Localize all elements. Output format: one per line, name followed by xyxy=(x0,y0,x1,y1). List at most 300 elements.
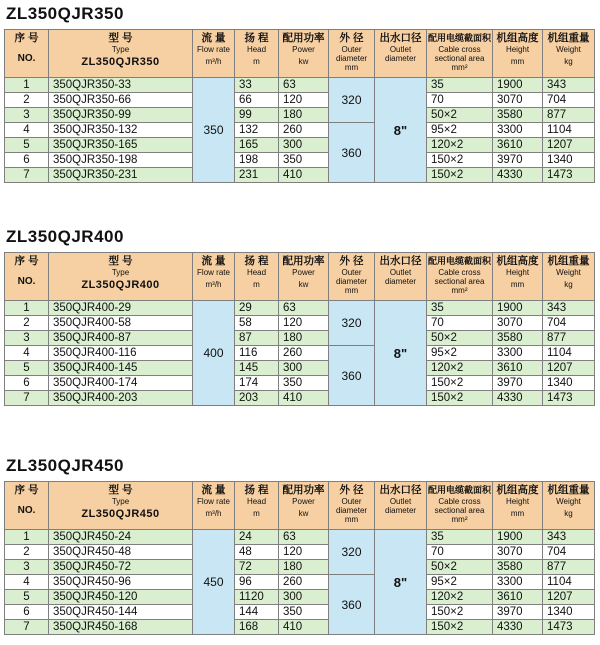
cell-height: 3300 xyxy=(493,575,543,590)
header-label: 机组高度 xyxy=(496,484,539,496)
header-label: Outer xyxy=(341,268,362,277)
cell-head: 203 xyxy=(235,391,279,406)
header-label: 配用功率 xyxy=(282,484,325,496)
cell-head: 58 xyxy=(235,316,279,331)
col-header-weight xyxy=(543,482,595,530)
cell-model: 350QJR400-87 xyxy=(49,331,193,346)
header-unit: m³/h xyxy=(205,57,222,66)
col-header-cable xyxy=(427,253,493,301)
cell-weight: 1473 xyxy=(543,391,595,406)
header-label: 机组重量 xyxy=(547,255,590,267)
header-label: diameter xyxy=(384,54,417,63)
header-label: Weight xyxy=(556,497,581,506)
cell-no: 3 xyxy=(5,108,49,123)
cell-power: 260 xyxy=(279,123,329,138)
cell-cable: 95×2 xyxy=(427,123,493,138)
header-label: 配用电缆截面积 xyxy=(427,485,491,495)
header-label: Height xyxy=(505,497,530,506)
cell-no: 3 xyxy=(5,560,49,575)
header-label: Height xyxy=(505,45,530,54)
cell-no: 7 xyxy=(5,168,49,183)
header-unit: mm xyxy=(510,509,525,518)
cell-no: 5 xyxy=(5,138,49,153)
col-header-no xyxy=(5,253,49,301)
header-label: Flow rate xyxy=(197,268,230,277)
cell-model: 350QJR350-231 xyxy=(49,168,193,183)
cell-cable: 70 xyxy=(427,316,493,331)
cell-weight: 704 xyxy=(543,93,595,108)
header-label: Outer xyxy=(341,497,362,506)
header-label: Cable cross xyxy=(438,497,481,506)
cell-power: 120 xyxy=(279,545,329,560)
header-label: 出水口径 xyxy=(379,255,422,267)
header-label: Type xyxy=(111,497,130,506)
cell-model: 350QJR450-120 xyxy=(49,590,193,605)
header-unit: mm xyxy=(344,515,359,524)
header-unit: kg xyxy=(564,57,573,66)
table-row xyxy=(5,361,595,376)
cell-cable: 50×2 xyxy=(427,331,493,346)
col-header-cable xyxy=(427,30,493,78)
cell-flow: 450 xyxy=(193,530,235,635)
table-row xyxy=(5,605,595,620)
cell-model: 350QJR400-116 xyxy=(49,346,193,361)
cell-power: 410 xyxy=(279,391,329,406)
spec-section-qjr400 xyxy=(4,225,594,406)
table-header-row xyxy=(5,253,595,301)
cell-weight: 877 xyxy=(543,331,595,346)
col-header-power xyxy=(279,253,329,301)
cell-outlet: 8" xyxy=(375,530,427,635)
header-label: Outlet xyxy=(389,497,412,506)
cell-head: 29 xyxy=(235,301,279,316)
header-unit: kw xyxy=(298,509,309,518)
cell-no: 2 xyxy=(5,316,49,331)
cell-cable: 150×2 xyxy=(427,153,493,168)
header-label: 扬 程 xyxy=(244,32,269,44)
col-header-height xyxy=(493,253,543,301)
table-row xyxy=(5,108,595,123)
cell-weight: 1207 xyxy=(543,138,595,153)
cell-power: 63 xyxy=(279,530,329,545)
col-header-outer-diameter xyxy=(329,253,375,301)
cell-power: 260 xyxy=(279,575,329,590)
cell-height: 3300 xyxy=(493,123,543,138)
header-label: 配用电缆截面积 xyxy=(427,256,491,266)
header-unit: kw xyxy=(298,280,309,289)
cell-weight: 1340 xyxy=(543,376,595,391)
cell-power: 120 xyxy=(279,93,329,108)
cell-head: 48 xyxy=(235,545,279,560)
cell-height: 3610 xyxy=(493,138,543,153)
cell-height: 3970 xyxy=(493,153,543,168)
cell-power: 180 xyxy=(279,331,329,346)
cell-weight: 1207 xyxy=(543,590,595,605)
table-row xyxy=(5,331,595,346)
col-header-flow xyxy=(193,253,235,301)
header-label: diameter xyxy=(335,54,368,63)
cell-weight: 1207 xyxy=(543,361,595,376)
header-label: Flow rate xyxy=(197,497,230,506)
cell-cable: 150×2 xyxy=(427,620,493,635)
cell-power: 63 xyxy=(279,301,329,316)
cell-power: 180 xyxy=(279,108,329,123)
cell-no: 2 xyxy=(5,93,49,108)
cell-power: 350 xyxy=(279,153,329,168)
cell-power: 260 xyxy=(279,346,329,361)
cell-power: 350 xyxy=(279,605,329,620)
cell-model: 350QJR350-165 xyxy=(49,138,193,153)
header-unit: mm xyxy=(510,57,525,66)
cell-power: 120 xyxy=(279,316,329,331)
header-label: diameter xyxy=(335,506,368,515)
cell-no: 4 xyxy=(5,123,49,138)
table-row xyxy=(5,78,595,93)
table-row xyxy=(5,391,595,406)
cell-cable: 150×2 xyxy=(427,168,493,183)
cell-power: 300 xyxy=(279,138,329,153)
header-label: 流 量 xyxy=(201,484,226,496)
cell-height: 3300 xyxy=(493,346,543,361)
header-label: 机组高度 xyxy=(496,255,539,267)
cell-weight: 343 xyxy=(543,301,595,316)
cell-model: 350QJR450-168 xyxy=(49,620,193,635)
col-header-type xyxy=(49,253,193,301)
table-row xyxy=(5,316,595,331)
cell-cable: 50×2 xyxy=(427,108,493,123)
header-unit: mm² xyxy=(451,63,468,72)
cell-power: 350 xyxy=(279,376,329,391)
col-header-power xyxy=(279,30,329,78)
header-unit: mm xyxy=(344,63,359,72)
cell-head: 116 xyxy=(235,346,279,361)
cell-no: 1 xyxy=(5,301,49,316)
header-label: 机组重量 xyxy=(547,484,590,496)
header-label: Power xyxy=(292,268,315,277)
cell-weight: 704 xyxy=(543,316,595,331)
header-label: NO. xyxy=(17,276,36,287)
header-unit: m³/h xyxy=(205,280,222,289)
cell-cable: 120×2 xyxy=(427,138,493,153)
cell-weight: 877 xyxy=(543,560,595,575)
header-label: Power xyxy=(292,45,315,54)
header-label: Flow rate xyxy=(197,45,230,54)
col-header-head xyxy=(235,30,279,78)
cell-height: 3070 xyxy=(493,93,543,108)
cell-height: 4330 xyxy=(493,620,543,635)
header-unit: mm² xyxy=(451,286,468,295)
cell-no: 4 xyxy=(5,346,49,361)
cell-height: 3070 xyxy=(493,545,543,560)
header-label: Outer xyxy=(341,45,362,54)
header-unit: mm xyxy=(344,286,359,295)
header-unit: mm² xyxy=(451,515,468,524)
cell-weight: 1473 xyxy=(543,620,595,635)
header-unit: m xyxy=(253,57,260,66)
header-label: Cable cross xyxy=(438,268,481,277)
col-header-outer-diameter xyxy=(329,482,375,530)
cell-power: 180 xyxy=(279,560,329,575)
header-unit: kw xyxy=(298,57,309,66)
cell-model: 350QJR450-48 xyxy=(49,545,193,560)
cell-head: 72 xyxy=(235,560,279,575)
header-label: 配用功率 xyxy=(282,255,325,267)
header-label: 外 径 xyxy=(339,32,364,44)
header-label: Outlet xyxy=(389,268,412,277)
header-label: 配用功率 xyxy=(282,32,325,44)
cell-model: 350QJR350-99 xyxy=(49,108,193,123)
cell-head: 33 xyxy=(235,78,279,93)
header-label: Weight xyxy=(556,45,581,54)
cell-head: 132 xyxy=(235,123,279,138)
spec-section-qjr350 xyxy=(4,2,594,183)
cell-outlet: 8" xyxy=(375,78,427,183)
header-label: 配用电缆截面积 xyxy=(427,33,491,43)
header-label: 出水口径 xyxy=(379,484,422,496)
cell-head: 1120 xyxy=(235,590,279,605)
cell-model: 350QJR400-174 xyxy=(49,376,193,391)
cell-cable: 35 xyxy=(427,301,493,316)
cell-head: 165 xyxy=(235,138,279,153)
table-row xyxy=(5,153,595,168)
cell-cable: 95×2 xyxy=(427,575,493,590)
cell-weight: 1104 xyxy=(543,346,595,361)
header-label: 型 号 xyxy=(108,484,133,496)
cell-outer-diameter: 320 xyxy=(329,301,375,346)
series-label: ZL350QJR400 xyxy=(81,279,160,291)
cell-no: 5 xyxy=(5,361,49,376)
cell-cable: 70 xyxy=(427,93,493,108)
table-row xyxy=(5,168,595,183)
header-label: 外 径 xyxy=(339,484,364,496)
cell-model: 350QJR450-24 xyxy=(49,530,193,545)
header-label: 序 号 xyxy=(14,255,39,267)
header-label: NO. xyxy=(17,53,36,64)
cell-head: 87 xyxy=(235,331,279,346)
cell-head: 99 xyxy=(235,108,279,123)
cell-head: 144 xyxy=(235,605,279,620)
cell-height: 1900 xyxy=(493,78,543,93)
cell-model: 350QJR350-33 xyxy=(49,78,193,93)
header-label: Cable cross xyxy=(438,45,481,54)
cell-cable: 70 xyxy=(427,545,493,560)
cell-outer-diameter: 360 xyxy=(329,346,375,406)
cell-weight: 877 xyxy=(543,108,595,123)
cell-weight: 1340 xyxy=(543,153,595,168)
header-label: sectional area xyxy=(434,506,485,515)
cell-no: 7 xyxy=(5,620,49,635)
header-label: NO. xyxy=(17,505,36,516)
header-label: sectional area xyxy=(434,277,485,286)
cell-weight: 343 xyxy=(543,78,595,93)
table-row xyxy=(5,301,595,316)
cell-cable: 95×2 xyxy=(427,346,493,361)
header-label: 型 号 xyxy=(108,32,133,44)
header-label: 出水口径 xyxy=(379,32,422,44)
cell-cable: 120×2 xyxy=(427,590,493,605)
section-title: ZL350QJR400 xyxy=(6,227,124,246)
cell-no: 6 xyxy=(5,376,49,391)
cell-model: 350QJR450-144 xyxy=(49,605,193,620)
header-label: 机组重量 xyxy=(547,32,590,44)
col-header-flow xyxy=(193,30,235,78)
header-label: 外 径 xyxy=(339,255,364,267)
col-header-type xyxy=(49,482,193,530)
cell-model: 350QJR400-29 xyxy=(49,301,193,316)
cell-no: 1 xyxy=(5,530,49,545)
cell-height: 3970 xyxy=(493,376,543,391)
table-row xyxy=(5,376,595,391)
header-label: Type xyxy=(111,268,130,277)
col-header-no xyxy=(5,30,49,78)
header-label: sectional area xyxy=(434,54,485,63)
col-header-type xyxy=(49,30,193,78)
header-label: 扬 程 xyxy=(244,484,269,496)
col-header-outlet xyxy=(375,253,427,301)
series-label: ZL350QJR450 xyxy=(81,508,160,520)
cell-height: 3580 xyxy=(493,108,543,123)
col-header-no xyxy=(5,482,49,530)
col-header-head xyxy=(235,482,279,530)
cell-weight: 1104 xyxy=(543,123,595,138)
table-header-row xyxy=(5,482,595,530)
table-row xyxy=(5,123,595,138)
cell-flow: 400 xyxy=(193,301,235,406)
cell-cable: 50×2 xyxy=(427,560,493,575)
col-header-outlet xyxy=(375,30,427,78)
header-unit: m³/h xyxy=(205,509,222,518)
header-label: 型 号 xyxy=(108,255,133,267)
cell-outer-diameter: 320 xyxy=(329,530,375,575)
cell-cable: 35 xyxy=(427,78,493,93)
header-label: 机组高度 xyxy=(496,32,539,44)
col-header-weight xyxy=(543,30,595,78)
header-label: 序 号 xyxy=(14,484,39,496)
cell-height: 3580 xyxy=(493,560,543,575)
header-unit: m xyxy=(253,280,260,289)
cell-cable: 35 xyxy=(427,530,493,545)
cell-head: 145 xyxy=(235,361,279,376)
cell-model: 350QJR400-58 xyxy=(49,316,193,331)
col-header-power xyxy=(279,482,329,530)
table-row xyxy=(5,138,595,153)
header-label: Head xyxy=(246,268,267,277)
cell-head: 174 xyxy=(235,376,279,391)
cell-outer-diameter: 360 xyxy=(329,123,375,183)
cell-head: 96 xyxy=(235,575,279,590)
cell-weight: 704 xyxy=(543,545,595,560)
spec-table xyxy=(4,481,595,635)
cell-height: 3970 xyxy=(493,605,543,620)
col-header-cable xyxy=(427,482,493,530)
col-header-flow xyxy=(193,482,235,530)
header-label: 流 量 xyxy=(201,255,226,267)
header-label: 扬 程 xyxy=(244,255,269,267)
header-label: diameter xyxy=(384,277,417,286)
cell-head: 231 xyxy=(235,168,279,183)
cell-no: 2 xyxy=(5,545,49,560)
spec-section-qjr450 xyxy=(4,454,594,635)
header-label: 序 号 xyxy=(14,32,39,44)
header-label: Weight xyxy=(556,268,581,277)
cell-weight: 1473 xyxy=(543,168,595,183)
header-unit: m xyxy=(253,509,260,518)
table-row xyxy=(5,590,595,605)
cell-weight: 1340 xyxy=(543,605,595,620)
cell-power: 300 xyxy=(279,590,329,605)
cell-power: 63 xyxy=(279,78,329,93)
header-label: diameter xyxy=(384,506,417,515)
header-unit: mm xyxy=(510,280,525,289)
cell-height: 3610 xyxy=(493,361,543,376)
cell-head: 168 xyxy=(235,620,279,635)
cell-height: 4330 xyxy=(493,391,543,406)
header-label: diameter xyxy=(335,277,368,286)
cell-no: 6 xyxy=(5,153,49,168)
cell-model: 350QJR400-145 xyxy=(49,361,193,376)
cell-weight: 1104 xyxy=(543,575,595,590)
cell-no: 3 xyxy=(5,331,49,346)
spec-table xyxy=(4,29,595,183)
header-label: Type xyxy=(111,45,130,54)
spec-table xyxy=(4,252,595,406)
cell-height: 1900 xyxy=(493,301,543,316)
table-row xyxy=(5,575,595,590)
cell-outer-diameter: 320 xyxy=(329,78,375,123)
header-unit: kg xyxy=(564,509,573,518)
section-title: ZL350QJR350 xyxy=(6,4,124,23)
cell-no: 7 xyxy=(5,391,49,406)
col-header-outer-diameter xyxy=(329,30,375,78)
cell-model: 350QJR450-72 xyxy=(49,560,193,575)
table-row xyxy=(5,620,595,635)
cell-outlet: 8" xyxy=(375,301,427,406)
cell-height: 3610 xyxy=(493,590,543,605)
table-row xyxy=(5,93,595,108)
cell-height: 3070 xyxy=(493,316,543,331)
header-label: Height xyxy=(505,268,530,277)
col-header-height xyxy=(493,482,543,530)
header-label: Head xyxy=(246,497,267,506)
col-header-outlet xyxy=(375,482,427,530)
cell-no: 5 xyxy=(5,590,49,605)
cell-model: 350QJR350-198 xyxy=(49,153,193,168)
cell-weight: 343 xyxy=(543,530,595,545)
header-label: 流 量 xyxy=(201,32,226,44)
header-label: Outlet xyxy=(389,45,412,54)
cell-model: 350QJR450-96 xyxy=(49,575,193,590)
cell-cable: 150×2 xyxy=(427,376,493,391)
cell-model: 350QJR350-66 xyxy=(49,93,193,108)
col-header-height xyxy=(493,30,543,78)
header-label: Head xyxy=(246,45,267,54)
cell-no: 6 xyxy=(5,605,49,620)
cell-outer-diameter: 360 xyxy=(329,575,375,635)
cell-cable: 150×2 xyxy=(427,605,493,620)
cell-height: 4330 xyxy=(493,168,543,183)
cell-height: 1900 xyxy=(493,530,543,545)
cell-cable: 150×2 xyxy=(427,391,493,406)
cell-cable: 120×2 xyxy=(427,361,493,376)
series-label: ZL350QJR350 xyxy=(81,56,160,68)
cell-no: 4 xyxy=(5,575,49,590)
cell-head: 24 xyxy=(235,530,279,545)
table-header-row xyxy=(5,30,595,78)
cell-power: 300 xyxy=(279,361,329,376)
cell-flow: 350 xyxy=(193,78,235,183)
cell-model: 350QJR350-132 xyxy=(49,123,193,138)
cell-height: 3580 xyxy=(493,331,543,346)
